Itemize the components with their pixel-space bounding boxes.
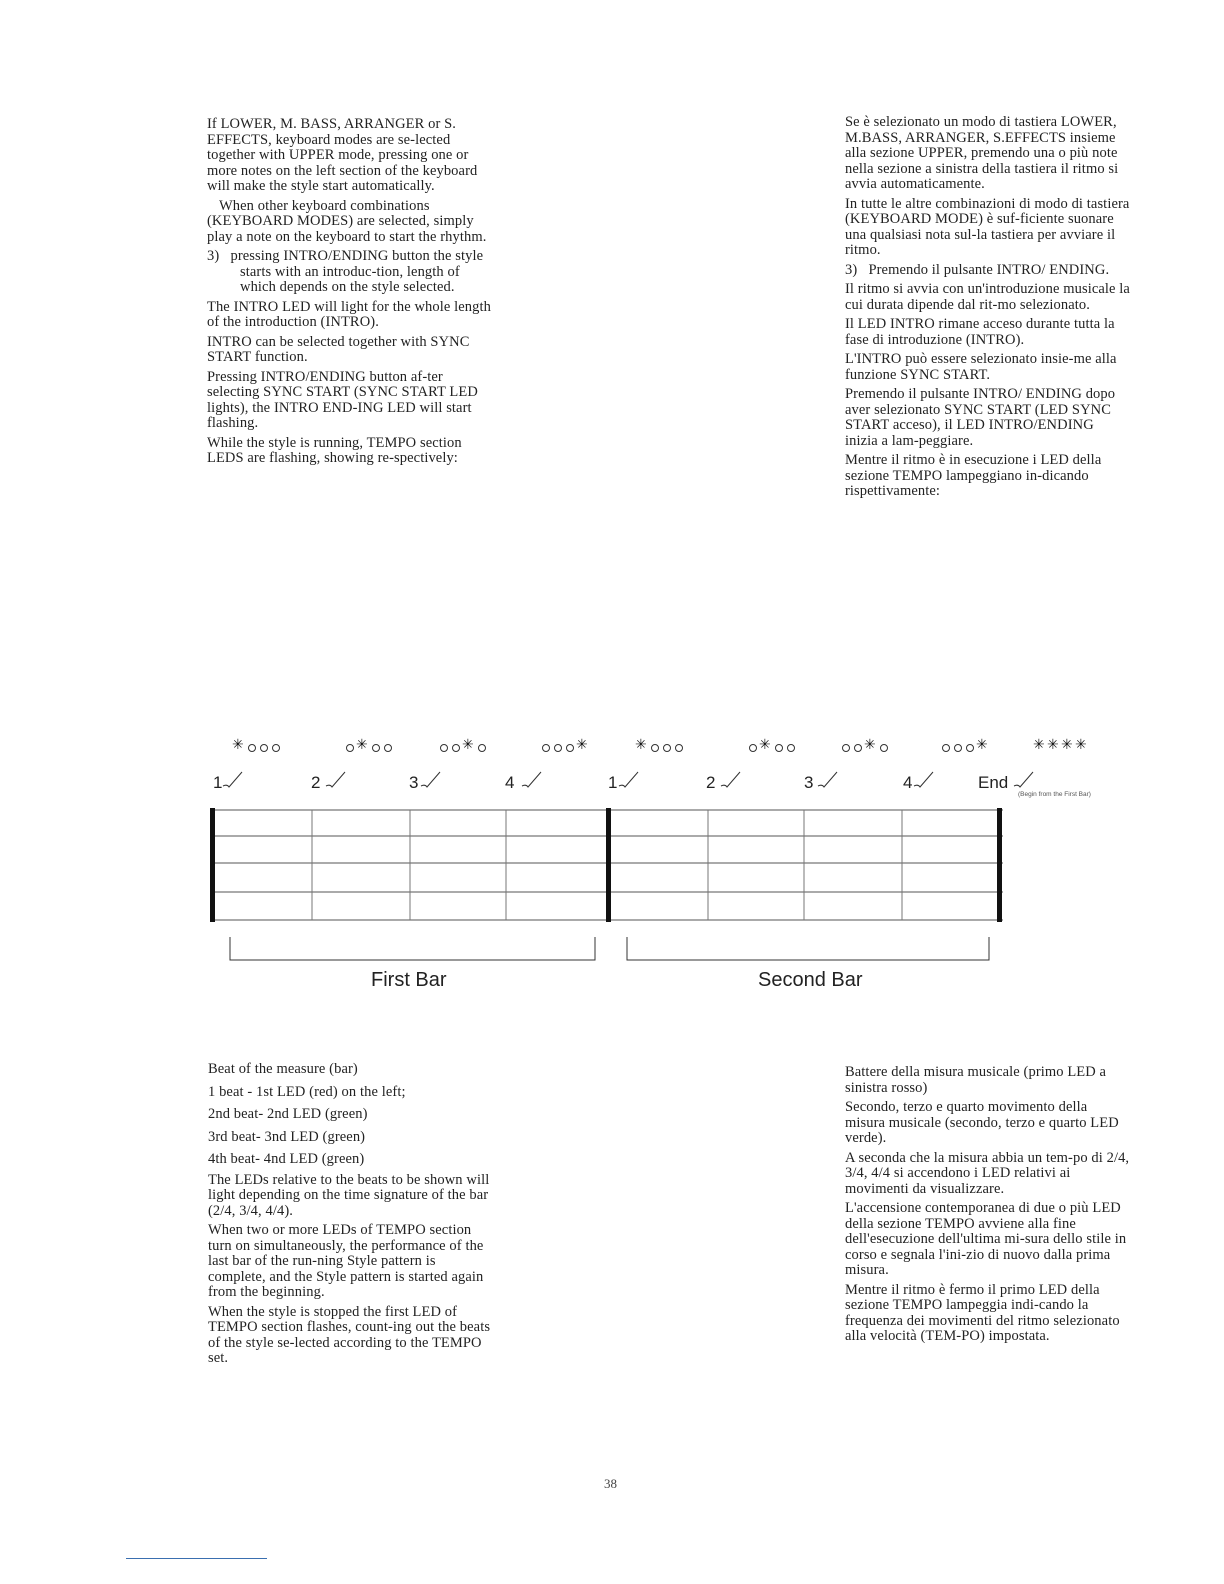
paragraph: The INTRO LED will light for the whole length of the introduction (INTRO). — [207, 298, 491, 330]
led-lit-icon — [760, 742, 772, 754]
paragraph: INTRO can be selected together with SYNC START function. — [207, 333, 470, 365]
led-off-icon — [478, 744, 486, 752]
led-off-icon — [749, 744, 757, 752]
paragraph: Pressing INTRO/ENDING button af-ter selecting SYNC START (SYNC START LED lights), the INTRO END-ING LED will start flashing. — [207, 368, 478, 431]
led-group — [232, 740, 282, 755]
led-off-icon — [384, 744, 392, 752]
italian-intro-column — [845, 115, 1130, 504]
beat-number: 1 — [608, 773, 618, 792]
item-number: 3) — [207, 248, 220, 264]
beat-number: 2 — [706, 773, 716, 792]
bar-brackets — [230, 937, 989, 960]
page-number: 38 — [604, 1476, 617, 1491]
paragraph: While the style is running, TEMPO section LEDS are flashing, showing re-spectively: — [207, 434, 462, 466]
led-group — [840, 740, 890, 755]
led-off-icon — [542, 744, 550, 752]
led-lit-icon — [636, 742, 648, 754]
beat-tick-icon — [913, 770, 935, 790]
led-off-icon — [346, 744, 354, 752]
numbered-item — [207, 249, 492, 296]
led-lit-icon — [463, 742, 475, 754]
paragraph: L'accensione contemporanea di due o più LED della sezione TEMPO avviene alla fine dell'esecuzione dell'ultima mi-sura dello stile in corso e segnala l'ini-zio di nuovo dalla prima misura. — [845, 1200, 1127, 1278]
led-off-icon — [272, 744, 280, 752]
paragraph: L'INTRO può essere selezionato insie-me alla funzione SYNC START. — [845, 351, 1117, 383]
led-off-icon — [452, 744, 460, 752]
beat-number: 2 — [311, 773, 321, 792]
led-group — [1033, 740, 1089, 755]
english-intro-column — [207, 117, 492, 471]
item-text: pressing INTRO/ENDING button the style starts with an introduc-tion, length of which depends on the style selected. — [230, 248, 484, 295]
led-lit-icon — [357, 742, 369, 754]
led-lit-icon — [233, 742, 245, 754]
end-note: (Begin from the First Bar) — [1018, 791, 1091, 798]
beat-number: End — [978, 773, 1009, 792]
paragraph: When other keyboard combinations (KEYBOARD MODES) are selected, simply play a note on the keyboard to start the rhythm. — [207, 197, 487, 245]
led-off-icon — [954, 744, 962, 752]
beat-number: 4 — [903, 773, 913, 792]
led-group — [344, 740, 394, 755]
led-off-icon — [942, 744, 950, 752]
beat-tick-icon — [420, 770, 442, 790]
beat-tick-icon — [222, 770, 244, 790]
paragraph: Beat of the measure (bar) — [208, 1061, 358, 1077]
paragraph: 4th beat- 4nd LED (green) — [208, 1151, 365, 1167]
led-off-icon — [554, 744, 562, 752]
beat-number: 4 — [505, 773, 515, 792]
led-off-icon — [663, 744, 671, 752]
paragraph: 2nd beat- 2nd LED (green) — [208, 1106, 368, 1122]
led-group — [635, 740, 685, 755]
paragraph: Il LED INTRO rimane acceso durante tutta la fase di introduzione (INTRO). — [845, 316, 1115, 348]
led-off-icon — [775, 744, 783, 752]
led-group — [438, 740, 488, 755]
second-bar-label: Second Bar — [758, 969, 863, 991]
paragraph: When the style is stopped the first LED of TEMPO section flashes, count-ing out the beats of the style se-lected according to the TEMPO set. — [208, 1303, 491, 1366]
footer-rule — [126, 1558, 267, 1559]
paragraph: The LEDs relative to the beats to be shown will light depending on the time signature of the bar (2/4, 3/4, 4/4). — [208, 1171, 490, 1219]
paragraph: 3rd beat- 3nd LED (green) — [208, 1128, 366, 1145]
paragraph: Premendo il pulsante INTRO/ ENDING dopo aver selezionato SYNC START (LED SYNC START acceso), il LED INTRO/ENDING inizia a lam-peggiare. — [845, 386, 1116, 449]
led-lit-icon — [1076, 742, 1088, 754]
beat-tick-icon — [720, 770, 742, 790]
led-off-icon — [675, 744, 683, 752]
led-off-icon — [651, 744, 659, 752]
italian-beat-column — [845, 1065, 1130, 1349]
paragraph: Secondo, terzo e quarto movimento della misura musicale (secondo, terzo e quarto LED verde). — [845, 1099, 1119, 1146]
paragraph: In tutte le altre combinazioni di modo di tastiera (KEYBOARD MODE) è suf-ficiente suonare una qualsiasi nota sul-la tastiera per avviare il ritmo. — [845, 195, 1130, 258]
paragraph: Mentre il ritmo è fermo il primo LED della sezione TEMPO lampeggia indi-cando la frequenza dei movimenti del ritmo selezionato alla velocità (TEM-PO) impostata. — [845, 1281, 1120, 1344]
led-off-icon — [787, 744, 795, 752]
led-off-icon — [260, 744, 268, 752]
led-group — [940, 740, 990, 755]
led-lit-icon — [1034, 742, 1046, 754]
paragraph: Se è selezionato un modo di tastiera LOWER, M.BASS, ARRANGER, S.EFFECTS insieme alla sezione UPPER, premendo una o più note nella sezione a sinistra della tastiera il ritmo si avvia automaticamente. — [845, 114, 1119, 192]
english-beat-column — [208, 1062, 493, 1371]
beat-number: 1 — [213, 773, 223, 792]
beat-tick-icon — [521, 770, 543, 790]
paragraph: Battere della misura musicale (primo LED a sinistra rosso) — [845, 1064, 1107, 1096]
led-lit-icon — [577, 742, 589, 754]
led-group — [540, 740, 590, 755]
beat-tick-icon — [325, 770, 347, 790]
led-group — [747, 740, 797, 755]
beat-number: 3 — [804, 773, 814, 792]
item-text: Premendo il pulsante INTRO/ ENDING. — [868, 261, 1110, 278]
numbered-item — [845, 263, 1130, 279]
led-lit-icon — [977, 742, 989, 754]
beat-tick-icon — [618, 770, 640, 790]
led-off-icon — [566, 744, 574, 752]
paragraph: If LOWER, M. BASS, ARRANGER or S. EFFECTS, keyboard modes are se-lected together with UPPER mode, pressing one or more notes on the left section of the keyboard will make the style start automatically. — [207, 116, 478, 194]
bar-staff — [205, 800, 1015, 970]
paragraph: A seconda che la misura abbia un tem-po di 2/4, 3/4, 4/4 si accendono i LED relativi ai movimenti da visualizzare. — [845, 1149, 1130, 1197]
led-off-icon — [880, 744, 888, 752]
led-off-icon — [842, 744, 850, 752]
beat-tick-icon — [1013, 770, 1035, 790]
paragraph: Il ritmo si avvia con un'introduzione musicale la cui durata dipende dal rit-mo selezionato. — [845, 281, 1130, 313]
first-bar-label: First Bar — [371, 969, 447, 991]
led-off-icon — [440, 744, 448, 752]
item-number: 3) — [845, 261, 858, 278]
led-off-icon — [854, 744, 862, 752]
bar-lines — [210, 808, 1002, 922]
led-lit-icon — [1048, 742, 1060, 754]
led-off-icon — [372, 744, 380, 752]
led-lit-icon — [1062, 742, 1074, 754]
led-off-icon — [248, 744, 256, 752]
led-lit-icon — [865, 742, 877, 754]
paragraph: 1 beat - 1st LED (red) on the left; — [208, 1083, 406, 1100]
paragraph: Mentre il ritmo è in esecuzione i LED della sezione TEMPO lampeggiano in-dicando rispettivamente: — [845, 452, 1102, 499]
beat-tick-icon — [817, 770, 839, 790]
paragraph: When two or more LEDs of TEMPO section turn on simultaneously, the performance of the last bar of the run-ning Style pattern is complete, and the Style pattern is started again from the beginning. — [208, 1222, 484, 1300]
beat-number: 3 — [409, 773, 419, 792]
led-off-icon — [966, 744, 974, 752]
